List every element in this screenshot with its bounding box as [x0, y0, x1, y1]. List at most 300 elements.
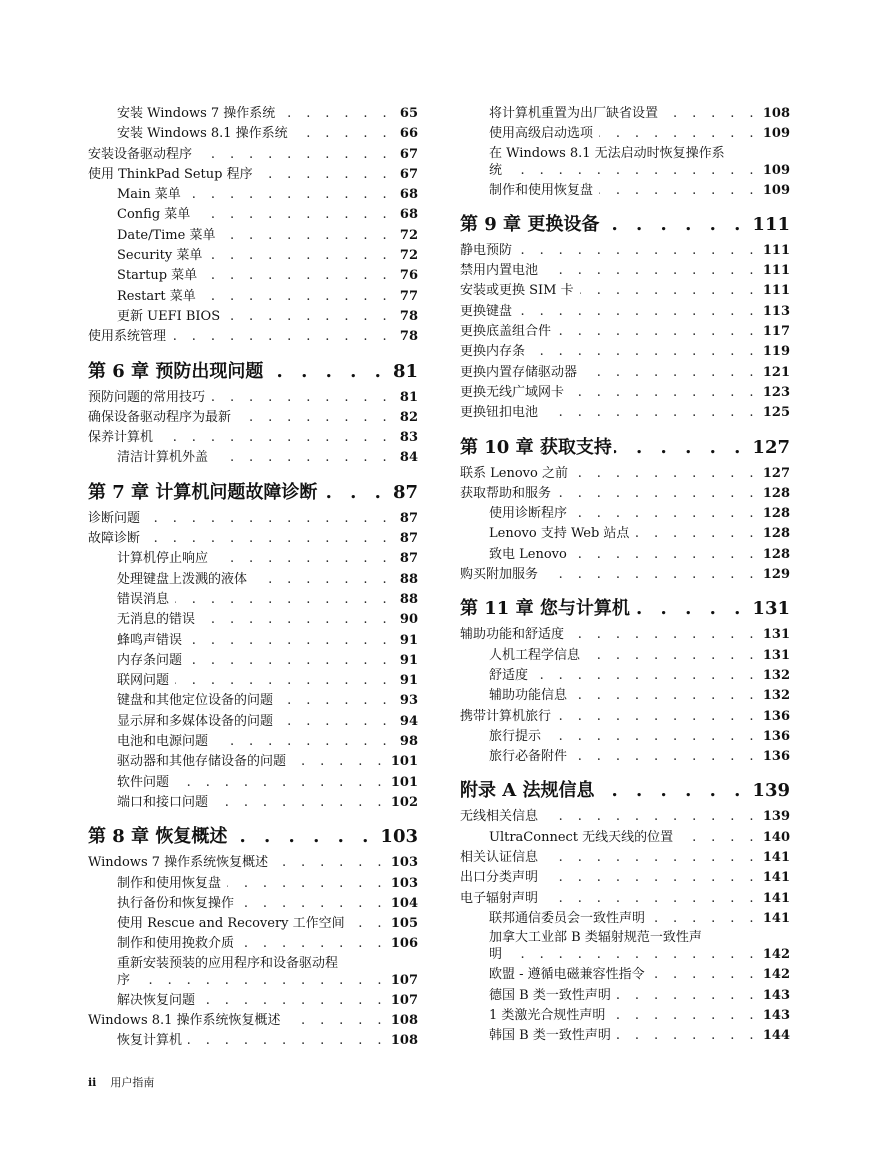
leader-dots	[188, 1031, 387, 1051]
entry-title: 相关认证信息	[460, 850, 539, 866]
entry-title: Config 菜单	[117, 207, 191, 223]
toc-entry[interactable]	[88, 631, 418, 651]
toc-entry[interactable]	[460, 646, 790, 666]
leader-dots	[198, 145, 392, 165]
entry-page-number: 132	[762, 667, 790, 683]
entry-page-number: 103	[390, 855, 418, 871]
toc-entry[interactable]	[460, 145, 790, 181]
entry-page-number: 144	[762, 1028, 790, 1044]
leader-dots	[573, 504, 759, 524]
toc-entry[interactable]	[460, 181, 790, 201]
leader-dots	[547, 727, 759, 747]
toc-entry[interactable]	[460, 828, 790, 848]
toc-entry[interactable]	[88, 712, 418, 732]
entry-title: 将计算机重置为出厂缺省设置	[489, 106, 659, 121]
entry-title: 德国 B 类一致性声明	[489, 987, 611, 1003]
leader-dots	[632, 595, 747, 622]
entry-page-number: 90	[399, 612, 418, 628]
leader-dots	[136, 972, 387, 990]
entry-page-number: 93	[399, 693, 418, 709]
entry-page-number: 106	[390, 936, 418, 952]
entry-page-number: 132	[762, 688, 790, 704]
chapter-page-number: 87	[392, 481, 418, 503]
leader-dots	[201, 610, 392, 630]
entry-page-number: 127	[762, 465, 790, 481]
toc-entry[interactable]	[88, 991, 418, 1011]
leader-dots	[611, 1006, 758, 1026]
entry-title: 执行备份和恢复操作	[117, 895, 235, 911]
entry-title-line1: 在 Windows 8.1 无法启动时恢复操作系	[489, 145, 725, 161]
toc-entry[interactable]	[88, 246, 418, 266]
leader-dots	[214, 793, 387, 813]
entry-page-number: 67	[399, 166, 418, 182]
toc-entry[interactable]	[460, 281, 790, 301]
entry-page-number: 129	[762, 567, 790, 583]
entry-title-line1: 加拿大工业部 B 类辐射规范一致性声	[489, 930, 702, 946]
leader-dots	[557, 484, 759, 504]
toc-entry[interactable]	[460, 124, 790, 144]
entry-page-number: 125	[762, 405, 790, 421]
toc-entry[interactable]	[460, 868, 790, 888]
entry-title: 解决恢复问题	[117, 992, 196, 1008]
entry-title-line2: 统	[489, 162, 503, 178]
leader-dots	[651, 965, 759, 985]
chapter-title: 第 11 章 您与计算机	[460, 598, 630, 620]
entry-title: 错误消息	[117, 591, 170, 607]
chapter-title: 第 6 章 预防出现问题	[88, 360, 264, 382]
toc-entry[interactable]	[88, 894, 418, 914]
toc-entry[interactable]	[88, 145, 418, 165]
leader-dots	[188, 631, 392, 651]
entry-page-number: 68	[399, 187, 418, 203]
leader-dots	[557, 322, 759, 342]
entry-title: 电子辐射声明	[460, 890, 539, 906]
entry-title: 联系 Lenovo 之前	[460, 465, 568, 481]
toc-entry[interactable]	[88, 327, 418, 347]
entry-page-number: 141	[762, 850, 790, 866]
leader-dots	[531, 342, 759, 362]
entry-title: Lenovo 支持 Web 站点	[489, 526, 630, 542]
entry-title: 购买附加服务	[460, 567, 539, 583]
entry-title: 出口分类声明	[460, 870, 539, 886]
leader-dots	[226, 307, 392, 327]
toc-entry[interactable]	[460, 363, 790, 383]
toc-entry[interactable]	[88, 874, 418, 894]
entry-page-number: 101	[390, 754, 418, 770]
toc-entry[interactable]	[460, 986, 790, 1006]
footer-page-number: ii	[88, 1076, 97, 1089]
entry-page-number: 141	[762, 910, 790, 926]
entry-page-number: 101	[390, 774, 418, 790]
toc-entry[interactable]	[88, 529, 418, 549]
toc-entry[interactable]	[460, 504, 790, 524]
toc-entry[interactable]	[460, 807, 790, 827]
leader-dots	[188, 651, 392, 671]
leader-dots	[557, 707, 759, 727]
toc-entry[interactable]	[88, 165, 418, 185]
entry-page-number: 107	[390, 972, 418, 988]
entry-title: 显示屏和多媒体设备的问题	[117, 713, 274, 729]
leader-dots	[274, 853, 387, 873]
entry-title: 内存条问题	[117, 652, 183, 668]
entry-page-number: 81	[399, 389, 418, 405]
entry-page-number: 142	[762, 947, 790, 963]
leader-dots	[635, 524, 758, 544]
entry-page-number: 109	[762, 182, 790, 198]
leader-dots	[292, 752, 387, 772]
leader-dots	[265, 358, 387, 385]
entry-page-number: 78	[399, 308, 418, 324]
leader-dots	[573, 686, 759, 706]
entry-page-number: 78	[399, 329, 418, 345]
toc-entry[interactable]	[460, 545, 790, 565]
leader-dots	[574, 464, 759, 484]
toc-entry[interactable]	[88, 955, 418, 991]
toc-entry[interactable]	[88, 914, 418, 934]
entry-title: 故障诊断	[88, 531, 141, 547]
entry-page-number: 77	[399, 288, 418, 304]
entry-page-number: 128	[762, 546, 790, 562]
entry-title: 更换键盘	[460, 303, 513, 319]
chapter-title: 第 9 章 更换设备	[460, 213, 600, 235]
entry-title: 键盘和其他定位设备的问题	[117, 693, 274, 709]
entry-page-number: 136	[762, 728, 790, 744]
toc-entry[interactable]	[88, 793, 418, 813]
entry-title: 禁用内置电池	[460, 263, 539, 279]
toc-entry[interactable]	[460, 302, 790, 322]
leader-dots	[518, 302, 759, 322]
entry-page-number: 123	[762, 384, 790, 400]
toc-entry[interactable]	[460, 322, 790, 342]
toc-entry[interactable]	[88, 205, 418, 225]
entry-title: 制作和使用恢复盘	[489, 182, 594, 198]
toc-entry[interactable]	[88, 570, 418, 590]
toc-entry[interactable]	[88, 691, 418, 711]
entry-page-number: 108	[390, 1012, 418, 1028]
entry-title: 舒适度	[489, 667, 529, 683]
toc-entry[interactable]	[460, 403, 790, 423]
entry-title: 驱动器和其他存储设备的问题	[117, 754, 287, 770]
entry-title: 1 类激光合规性声明	[489, 1007, 606, 1023]
toc-entry[interactable]	[460, 261, 790, 281]
entry-page-number: 121	[762, 364, 790, 380]
leader-dots	[534, 666, 759, 686]
entry-title: Windows 7 操作系统恢复概述	[88, 855, 269, 871]
toc-entry[interactable]	[88, 1011, 418, 1031]
entry-title-line1: 重新安装预装的应用程序和设备驱动程	[117, 955, 339, 971]
toc-entry[interactable]	[88, 752, 418, 772]
leader-dots	[570, 383, 759, 403]
leader-dots	[227, 874, 387, 894]
entry-second-line	[489, 946, 790, 964]
toc-entry[interactable]	[88, 549, 418, 569]
toc-entry[interactable]	[460, 909, 790, 929]
toc-entry[interactable]	[88, 428, 418, 448]
toc-entry[interactable]	[88, 226, 418, 246]
leader-dots	[518, 241, 759, 261]
toc-entry[interactable]	[88, 1031, 418, 1051]
entry-title: 静电预防	[460, 242, 513, 258]
toc-chapter-heading[interactable]	[88, 479, 418, 506]
chapter-page-number: 131	[752, 598, 790, 620]
entry-title: 预防问题的常用技巧	[88, 389, 206, 405]
toc-entry[interactable]	[88, 853, 418, 873]
toc-entry[interactable]	[460, 707, 790, 727]
entry-title: 清洁计算机外盖	[117, 450, 209, 466]
toc-entry[interactable]	[88, 651, 418, 671]
entry-title: 安装设备驱动程序	[88, 146, 193, 162]
toc-entry[interactable]	[460, 484, 790, 504]
chapter-title: 第 8 章 恢复概述	[88, 826, 228, 848]
leader-dots	[172, 327, 392, 347]
entry-title: 恢复计算机	[117, 1033, 183, 1049]
entry-title: 端口和接口问题	[117, 794, 209, 810]
leader-dots	[351, 914, 387, 934]
entry-title: 更换内置存储驱动器	[460, 364, 578, 380]
toc-entry[interactable]	[460, 889, 790, 909]
toc-entry[interactable]	[88, 934, 418, 954]
leader-dots	[599, 124, 759, 144]
entry-title: 使用 Rescue and Recovery 工作空间	[117, 916, 345, 932]
entry-page-number: 131	[762, 627, 790, 643]
entry-page-number: 128	[762, 526, 790, 542]
leader-dots	[679, 828, 759, 848]
toc-entry[interactable]	[88, 307, 418, 327]
entry-page-number: 82	[399, 409, 418, 425]
entry-second-line	[489, 162, 790, 180]
entry-page-number: 94	[399, 713, 418, 729]
leader-dots	[281, 104, 392, 124]
toc-chapter-heading[interactable]	[460, 777, 790, 804]
toc-entry[interactable]	[88, 104, 418, 124]
toc-entry[interactable]	[88, 610, 418, 630]
leader-dots	[208, 246, 392, 266]
leader-dots	[214, 549, 392, 569]
toc-entry[interactable]	[88, 388, 418, 408]
entry-title: Main 菜单	[117, 187, 181, 203]
leader-dots	[201, 991, 387, 1011]
entry-page-number: 139	[762, 809, 790, 825]
chapter-page-number: 81	[392, 360, 418, 382]
entry-page-number: 136	[762, 708, 790, 724]
toc-entry[interactable]	[88, 671, 418, 691]
leader-dots	[599, 181, 759, 201]
toc-entry[interactable]	[460, 727, 790, 747]
leader-dots	[617, 986, 759, 1006]
leader-dots	[570, 625, 759, 645]
toc-chapter-heading[interactable]	[460, 595, 790, 622]
leader-dots	[202, 287, 392, 307]
leader-dots	[601, 211, 746, 238]
chapter-title: 第 10 章 获取支持	[460, 436, 612, 458]
entry-page-number: 88	[399, 571, 418, 587]
toc-entry[interactable]	[460, 565, 790, 585]
entry-title: 制作和使用恢复盘	[117, 875, 222, 891]
leader-dots	[175, 671, 392, 691]
entry-title: 更换钮扣电池	[460, 405, 539, 421]
entry-title: 旅行提示	[489, 728, 542, 744]
entry-title: 诊断问题	[88, 510, 141, 526]
entry-title: 辅助功能和舒适度	[460, 627, 565, 643]
leader-dots	[237, 408, 392, 428]
entry-page-number: 108	[762, 106, 790, 121]
entry-title-line2: 序	[117, 972, 131, 988]
entry-page-number: 140	[762, 829, 790, 845]
toc-entry[interactable]	[88, 287, 418, 307]
entry-page-number: 91	[399, 652, 418, 668]
toc-entry[interactable]	[460, 241, 790, 261]
entry-title: Security 菜单	[117, 248, 203, 264]
entry-page-number: 87	[399, 551, 418, 567]
entry-title: 安装 Windows 8.1 操作系统	[117, 126, 288, 142]
entry-page-number: 76	[399, 268, 418, 284]
toc-entry[interactable]	[460, 104, 790, 124]
toc-chapter-heading[interactable]	[88, 358, 418, 385]
entry-second-line	[117, 972, 418, 990]
leader-dots	[544, 807, 759, 827]
entry-title: Date/Time 菜单	[117, 227, 216, 243]
leader-dots	[175, 590, 392, 610]
toc-entry[interactable]	[460, 965, 790, 985]
entry-page-number: 136	[762, 749, 790, 765]
entry-title: 携带计算机旅行	[460, 708, 552, 724]
entry-title: 使用诊断程序	[489, 506, 568, 522]
entry-page-number: 119	[762, 344, 790, 360]
entry-page-number: 68	[399, 207, 418, 223]
entry-page-number: 87	[399, 531, 418, 547]
leader-dots	[597, 777, 747, 804]
toc-entry[interactable]	[460, 464, 790, 484]
entry-page-number: 88	[399, 591, 418, 607]
entry-title: 旅行必备附件	[489, 749, 568, 765]
toc-entry[interactable]	[460, 625, 790, 645]
entry-page-number: 103	[390, 875, 418, 891]
entry-title: 安装或更换 SIM 卡	[460, 283, 574, 299]
toc-left-column	[88, 104, 418, 1052]
entry-title: Windows 8.1 操作系统恢复概述	[88, 1012, 281, 1028]
entry-title: 确保设备驱动程序为最新	[88, 409, 232, 425]
entry-title: 韩国 B 类一致性声明	[489, 1028, 611, 1044]
leader-dots	[287, 1011, 387, 1031]
leader-dots	[240, 894, 387, 914]
toc-chapter-heading[interactable]	[88, 823, 418, 850]
leader-dots	[614, 434, 747, 461]
toc-entry[interactable]	[88, 732, 418, 752]
toc-entry[interactable]	[88, 448, 418, 468]
chapter-page-number: 127	[752, 436, 790, 458]
leader-dots	[617, 1026, 759, 1046]
entry-title: 制作和使用挽救介质	[117, 936, 235, 952]
toc-entry[interactable]	[460, 524, 790, 544]
entry-page-number: 141	[762, 890, 790, 906]
entry-title: 使用系统管理	[88, 329, 167, 345]
entry-title: 使用高级启动选项	[489, 126, 594, 142]
entry-page-number: 65	[399, 106, 418, 121]
leader-dots	[651, 909, 759, 929]
leader-dots	[586, 646, 759, 666]
entry-page-number: 113	[762, 303, 790, 319]
entry-page-number: 143	[762, 1007, 790, 1023]
leader-dots	[196, 205, 392, 225]
toc-entry[interactable]	[460, 848, 790, 868]
leader-dots	[259, 165, 392, 185]
leader-dots	[221, 226, 392, 246]
toc-entry[interactable]	[460, 686, 790, 706]
chapter-page-number: 103	[380, 826, 418, 848]
toc-entry[interactable]	[460, 929, 790, 965]
entry-page-number: 143	[762, 987, 790, 1003]
entry-page-number: 111	[762, 283, 790, 299]
leader-dots	[508, 946, 759, 964]
entry-title: 联网问题	[117, 673, 170, 689]
leader-dots	[544, 565, 759, 585]
toc-entry[interactable]	[460, 383, 790, 403]
leader-dots	[159, 428, 392, 448]
toc-chapter-heading[interactable]	[460, 211, 790, 238]
toc-entry[interactable]	[88, 185, 418, 205]
leader-dots	[580, 281, 759, 301]
leader-dots	[544, 848, 759, 868]
toc-entry[interactable]	[88, 124, 418, 144]
entry-page-number: 117	[762, 324, 790, 340]
toc-entry[interactable]	[88, 509, 418, 529]
toc-entry[interactable]	[460, 666, 790, 686]
leader-dots	[214, 732, 392, 752]
toc-entry[interactable]	[88, 773, 418, 793]
toc-entry[interactable]	[460, 747, 790, 767]
toc-entry[interactable]	[88, 408, 418, 428]
toc-entry[interactable]	[88, 590, 418, 610]
entry-title: UltraConnect 无线天线的位置	[489, 829, 674, 845]
leader-dots	[664, 104, 759, 124]
toc-entry[interactable]	[460, 342, 790, 362]
chapter-title: 附录 A 法规信息	[460, 780, 595, 802]
leader-dots	[573, 545, 759, 565]
toc-entry[interactable]	[88, 266, 418, 286]
leader-dots	[253, 570, 392, 590]
leader-dots	[573, 747, 759, 767]
toc-entry[interactable]	[460, 1006, 790, 1026]
entry-title: 无线相关信息	[460, 809, 539, 825]
entry-page-number: 109	[762, 126, 790, 142]
toc-chapter-heading[interactable]	[460, 434, 790, 461]
leader-dots	[544, 868, 759, 888]
toc-entry[interactable]	[460, 1026, 790, 1046]
entry-page-number: 109	[762, 162, 790, 178]
entry-page-number: 131	[762, 647, 790, 663]
entry-title: 无消息的错误	[117, 612, 196, 628]
entry-page-number: 104	[390, 895, 418, 911]
leader-dots	[175, 773, 387, 793]
entry-title: 人机工程学信息	[489, 647, 581, 663]
entry-page-number: 72	[399, 227, 418, 243]
entry-title: 获取帮助和服务	[460, 485, 552, 501]
leader-dots	[544, 403, 759, 423]
entry-title: 计算机停止响应	[117, 551, 209, 567]
leader-dots	[279, 691, 392, 711]
entry-title: 保养计算机	[88, 430, 154, 446]
leader-dots	[544, 261, 759, 281]
leader-dots	[187, 185, 392, 205]
entry-page-number: 108	[390, 1033, 418, 1049]
leader-dots	[240, 934, 387, 954]
entry-title: 致电 Lenovo	[489, 546, 567, 562]
leader-dots	[211, 388, 392, 408]
entry-page-number: 87	[399, 510, 418, 526]
entry-page-number: 83	[399, 430, 418, 446]
entry-title: 辅助功能信息	[489, 688, 568, 704]
entry-page-number: 98	[399, 734, 418, 750]
